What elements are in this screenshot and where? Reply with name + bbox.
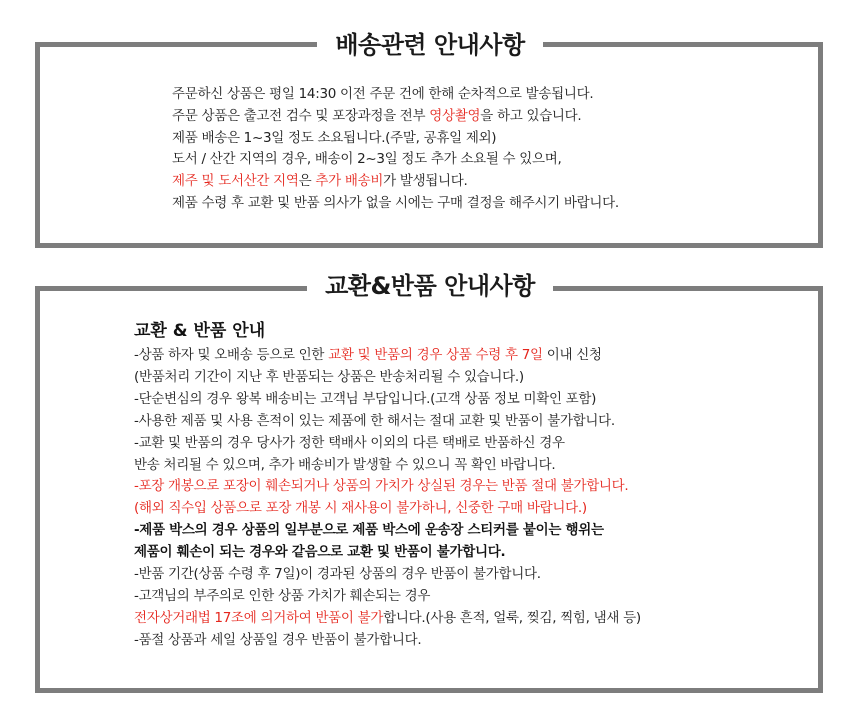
info-line [134,586,641,608]
return-info-content [134,318,641,652]
info-line-segment: 가 발생됩니다. [383,173,468,190]
info-line [172,171,619,193]
info-line-segment: 은 [298,173,316,190]
info-line [134,433,641,455]
info-line-segment: -상품 하자 및 오배송 등으로 인한 [134,347,329,363]
info-line [134,389,641,411]
shipping-title-text: 배송관련 안내사항 [317,31,542,59]
info-line-segment: -포장 개봉으로 포장이 훼손되거나 상품의 가치가 상실된 경우는 반품 절대 불가합니다. [134,478,629,495]
shipping-info-list [172,84,619,215]
info-line-segment: 이내 신청 [542,347,602,363]
info-line-segment: (반품처리 기간이 지난 후 반품되는 상품은 반송처리될 수 있습니다.) [134,368,524,385]
info-line [172,106,619,128]
info-line [134,630,641,652]
info-line-segment: 도서 / 산간 지역의 경우, 배송이 2~3일 정도 추가 소요될 수 있으며, [172,151,562,168]
info-line-segment: 제품 배송은 1~3일 정도 소요됩니다.(주말, 공휴일 제외) [172,129,497,146]
info-line-segment: 을 하고 있습니다. [480,107,582,124]
info-line-segment: 합니다.(사용 흔적, 얼룩, 찢김, 찍힘, 냄새 등) [383,609,641,626]
info-line-segment: 제품 수령 후 교환 및 반품 의사가 없을 시에는 구매 결정을 해주시기 바랍니다. [172,194,619,211]
info-line-segment: (해외 직수입 상품으로 포장 개봉 시 재사용이 불가하니, 신중한 구매 바랍니다.) [134,500,587,517]
info-line-segment: 전자상거래법 17조에 의거하여 반품이 불가 [134,609,384,626]
info-line [134,476,641,498]
shipping-section-title [0,29,860,61]
return-info-list [134,345,641,652]
info-line [134,367,641,389]
info-line [134,564,641,586]
info-line [134,498,641,520]
info-line [172,128,619,150]
return-section-title [0,270,860,302]
info-line-segment: 반송 처리될 수 있으며, 추가 배송비가 발생할 수 있으니 꼭 확인 바랍니다. [134,456,556,473]
info-line-segment: 제품이 훼손이 되는 경우와 같음으로 교환 및 반품이 불가합니다. [134,544,506,561]
info-line [172,193,619,215]
info-line-segment: -제품 박스의 경우 상품의 일부분으로 제품 박스에 운송장 스티커를 붙이는 행위는 [134,522,604,539]
info-line-segment: 추가 배송비 [315,173,384,190]
info-line-segment: -사용한 제품 및 사용 흔적이 있는 제품에 한 해서는 절대 교환 및 반품이 불가합니다. [134,412,615,429]
info-line [134,520,641,542]
info-line [134,455,641,477]
info-line-segment: 영상촬영 [429,107,481,124]
info-line [134,608,641,630]
return-title-text: 교환&반품 안내사항 [307,272,553,300]
info-line-segment: 주문 상품은 출고전 검수 및 포장과정을 전부 [172,107,430,124]
info-line [172,149,619,171]
info-line-segment: -반품 기간(상품 수령 후 7일)이 경과된 상품의 경우 반품이 불가합니다. [134,566,541,583]
info-line [134,345,641,367]
info-line-segment: -품절 상품과 세일 상품일 경우 반품이 불가합니다. [134,631,422,648]
info-line-segment: -교환 및 반품의 경우 당사가 정한 택배사 이외의 다른 택배로 반품하신 경우 [134,434,565,451]
info-line [134,411,641,433]
info-line [134,542,641,564]
info-line-segment: -단순변심의 경우 왕복 배송비는 고객님 부담입니다.(고객 상품 정보 미확인 포함) [134,390,597,407]
info-line-segment: -고객님의 부주의로 인한 상품 가치가 훼손되는 경우 [134,587,431,604]
info-line-segment: 교환 및 반품의 경우 상품 수령 후 7일 [328,347,543,363]
return-heading: 교환 & 반품 안내 [134,321,266,341]
info-line [172,84,619,106]
info-line-segment: 주문하신 상품은 평일 14:30 이전 주문 건에 한해 순차적으로 발송됩니다. [172,86,594,102]
info-line-segment: 제주 및 도서산간 지역 [172,173,299,190]
